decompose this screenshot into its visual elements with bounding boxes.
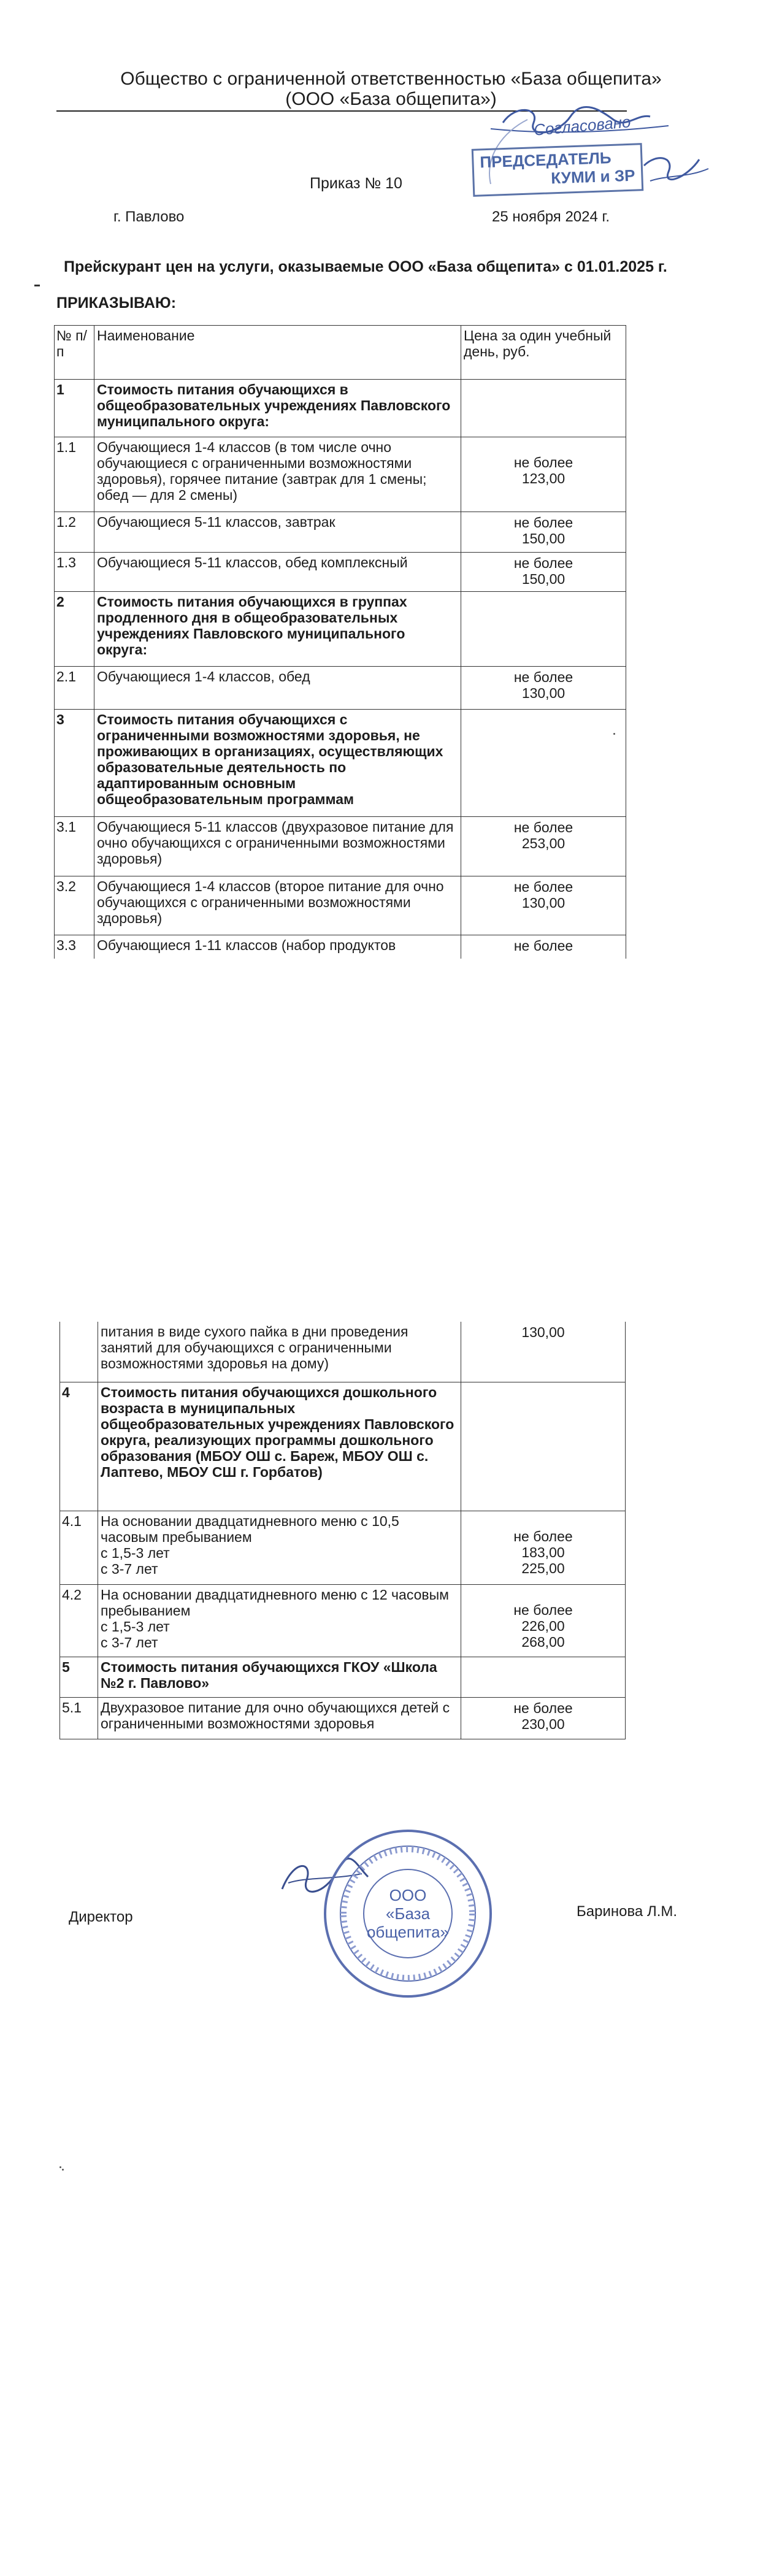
row-price <box>461 512 626 553</box>
row-num: 3.3 <box>55 935 94 959</box>
table-row <box>55 553 626 592</box>
row-price <box>461 1697 626 1739</box>
row-name <box>98 1584 461 1657</box>
table-row <box>60 1584 626 1657</box>
row-name: Обучающиеся 1-4 классов, обед <box>94 667 461 710</box>
row-name: Стоимость питания обучающихся в группах продленного дня в общеобразовательных учреждениях Павловского муниципального округа: <box>94 592 461 667</box>
row-num: 1.2 <box>55 512 94 553</box>
table-row <box>60 1382 626 1511</box>
table-row <box>55 876 626 935</box>
org-full-name: Общество с ограниченной ответственностью «База общепита» <box>120 69 662 89</box>
price-value-1: 183,00 <box>521 1544 565 1560</box>
table-row <box>60 1697 626 1739</box>
row-age-2: с 3-7 лет <box>101 1634 158 1650</box>
row-name: Стоимость питания обучающихся дошкольного возраста в муниципальных общеобразовательных учреждениях Павловского округа, реализующих программы дошкольного образования (МБОУ ОШ с. Бареж, МБОУ ОШ с. Лаптево, МБОУ СШ г. Горбатов) <box>98 1382 461 1511</box>
row-age-1: с 1,5-3 лет <box>101 1544 170 1561</box>
row-name: Двухразовое питание для очно обучающихся детей с ограниченными возможностями здоровья <box>98 1697 461 1739</box>
table-row <box>55 437 626 512</box>
price-value-2: 225,00 <box>521 1560 565 1576</box>
header-price: Цена за один учебный день, руб. <box>461 326 626 380</box>
row-name: Обучающиеся 5-11 классов (двухразовое питание для очно обучающихся с ограниченными возможностями здоровья) <box>94 817 461 876</box>
scan-speck <box>613 733 615 735</box>
row-num: 2 <box>55 592 94 667</box>
table-header-row <box>55 326 626 380</box>
price-value: 150,00 <box>521 531 565 546</box>
decree-heading: ПРИКАЗЫВАЮ: <box>56 294 177 312</box>
row-name: Обучающиеся 1-4 классов (в том числе очно обучающиеся с ограниченными возможностями здоровья), горячее питание (завтрак для 1 смены; обед — для 2 смены) <box>94 437 461 512</box>
price-label: не более <box>513 515 573 531</box>
approval-stamp <box>472 143 644 197</box>
row-num: 4.2 <box>60 1584 98 1657</box>
row-name <box>98 1511 461 1584</box>
price-label: не более <box>513 1601 573 1618</box>
table-row <box>55 512 626 553</box>
table-row-continuation <box>60 1322 626 1382</box>
price-value: 150,00 <box>521 571 565 587</box>
row-num: 3 <box>55 710 94 817</box>
row-name: Стоимость питания обучающихся ГКОУ «Школа №2 г. Павлово» <box>98 1657 461 1697</box>
row-num: 5.1 <box>60 1697 98 1739</box>
row-price <box>461 553 626 592</box>
price-label: не более <box>513 1700 573 1716</box>
header-num: № п/п <box>55 326 94 380</box>
table-row <box>60 1511 626 1584</box>
row-price <box>461 1584 626 1657</box>
price-label: не более <box>513 1528 573 1544</box>
price-table-page2 <box>59 1322 626 1739</box>
seal-text-line: ООО <box>389 1886 427 1904</box>
price-value-2: 268,00 <box>521 1633 565 1650</box>
row-price <box>461 380 626 437</box>
row-num: 4.1 <box>60 1511 98 1584</box>
seal-text-line: общепита» <box>366 1923 450 1941</box>
price-value: 123,00 <box>521 470 565 486</box>
row-price <box>461 817 626 876</box>
table-row <box>55 380 626 437</box>
price-label: не более <box>513 555 573 571</box>
row-num <box>60 1322 98 1382</box>
row-age-2: с 3-7 лет <box>101 1560 158 1577</box>
row-name: Стоимость питания обучающихся в общеобразовательных учреждениях Павловского муниципального округа: <box>94 380 461 437</box>
row-price <box>461 1382 626 1511</box>
row-num: 1.1 <box>55 437 94 512</box>
table-row <box>55 935 626 959</box>
round-seal <box>319 1825 497 2003</box>
row-num: 3.1 <box>55 817 94 876</box>
order-number: Приказ № 10 <box>310 175 402 192</box>
price-table-page1 <box>54 325 626 959</box>
row-price <box>461 710 626 817</box>
price-value: 130,00 <box>521 685 565 701</box>
price-value: 253,00 <box>521 835 565 851</box>
row-price <box>461 1657 626 1697</box>
row-price: 130,00 <box>461 1322 626 1382</box>
price-value-1: 226,00 <box>521 1617 565 1634</box>
row-name: Стоимость питания обучающихся с ограниченными возможностями здоровья, не проживающих в организациях, осуществляющих образовательные деятельность по адаптированным основным общеобразовательным программам <box>94 710 461 817</box>
scan-speck <box>62 2169 64 2171</box>
approval-stamp-line1: ПРЕДСЕДАТЕЛЬ <box>479 148 612 172</box>
margin-mark <box>34 285 40 286</box>
approval-handwritten: Согласовано <box>532 112 632 139</box>
row-num: 3.2 <box>55 876 94 935</box>
row-price <box>461 667 626 710</box>
row-num: 5 <box>60 1657 98 1697</box>
row-name-main: На основании двадцатидневного меню с 12 часовым пребыванием <box>101 1586 449 1619</box>
signer-position: Директор <box>69 1909 133 1925</box>
signer-name: Баринова Л.М. <box>577 1903 678 1920</box>
row-num: 1.3 <box>55 553 94 592</box>
row-price <box>461 592 626 667</box>
row-num: 4 <box>60 1382 98 1511</box>
order-city: г. Павлово <box>113 209 185 225</box>
row-name: Обучающиеся 5-11 классов, обед комплексный <box>94 553 461 592</box>
row-name: Обучающиеся 1-4 классов (второе питание для очно обучающихся с ограниченными возможностями здоровья) <box>94 876 461 935</box>
price-label: не более <box>513 819 573 835</box>
row-price <box>461 437 626 512</box>
price-value: 130,00 <box>521 895 565 911</box>
scan-speck <box>59 2166 61 2168</box>
header-name: Наименование <box>94 326 461 380</box>
approval-stamp-line2: КУМИ и ЗР <box>550 166 635 188</box>
seal-text <box>319 1886 497 1941</box>
row-name: Обучающиеся 1-11 классов (набор продуктов <box>94 935 461 959</box>
row-name: питания в виде сухого пайка в дни проведения занятий для обучающихся с ограниченными возможностями здоровья на дому) <box>98 1322 461 1382</box>
pricelist-title: Прейскурант цен на услуги, оказываемые ООО «База общепита» с 01.01.2025 г. <box>64 258 667 275</box>
org-short-name: (ООО «База общепита») <box>285 89 497 109</box>
row-price: не более <box>461 935 626 959</box>
price-label: не более <box>513 669 573 685</box>
row-age-1: с 1,5-3 лет <box>101 1618 170 1635</box>
table-row <box>55 592 626 667</box>
order-date: 25 ноября 2024 г. <box>492 209 610 225</box>
table-row <box>55 667 626 710</box>
seal-text-line: «База <box>385 1904 431 1923</box>
price-label: не более <box>513 454 573 470</box>
price-value: 230,00 <box>521 1715 565 1732</box>
table-row <box>60 1657 626 1697</box>
table-row <box>55 710 626 817</box>
row-num: 1 <box>55 380 94 437</box>
row-num: 2.1 <box>55 667 94 710</box>
row-price <box>461 876 626 935</box>
table-row <box>55 817 626 876</box>
price-label: не более <box>513 879 573 895</box>
row-name: Обучающиеся 5-11 классов, завтрак <box>94 512 461 553</box>
row-name-main: На основании двадцатидневного меню с 10,5 часовым пребыванием <box>101 1512 399 1545</box>
row-price <box>461 1511 626 1584</box>
